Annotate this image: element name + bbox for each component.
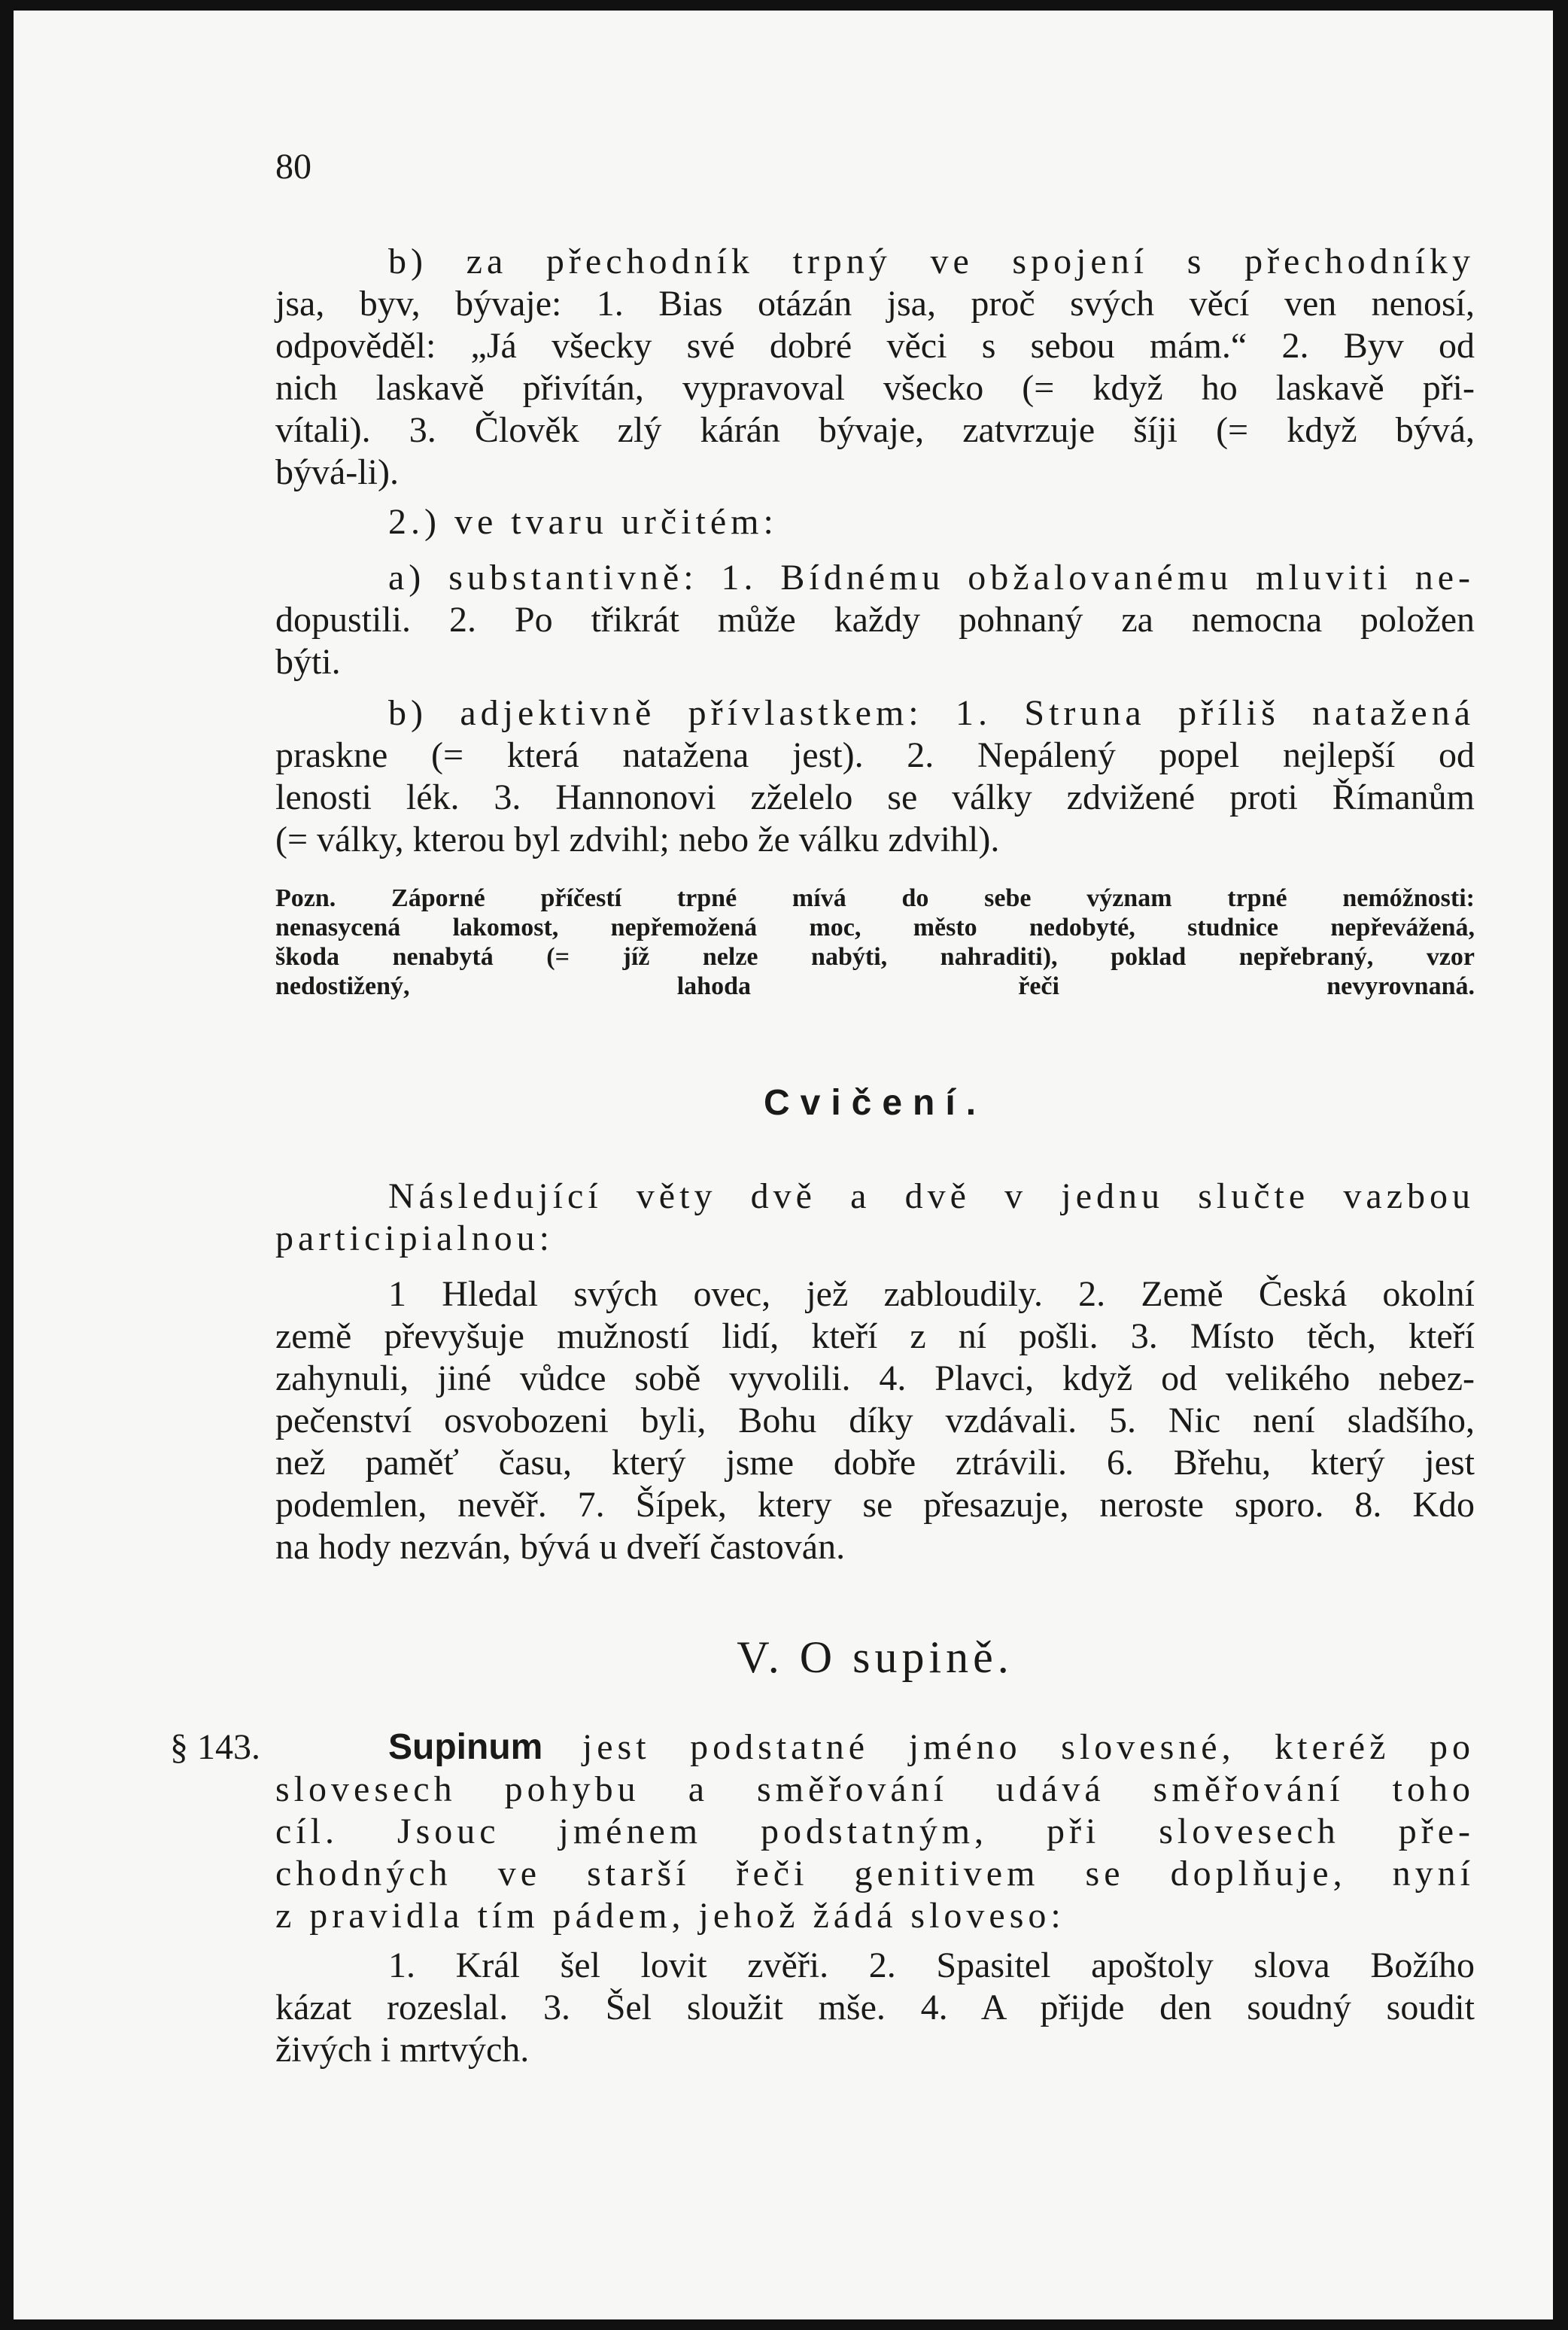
note-pozn: [275, 884, 1475, 1001]
exercise-intro: [275, 1176, 1475, 1260]
text-line: b) adjektivně přívlastkem: 1. Struna příliš natažená: [388, 693, 1475, 733]
text-line: z pravidla tím pádem, jehož žádá sloveso:: [275, 1896, 1065, 1936]
text-line: škoda nenabytá (= jíž nelze nabýti, nahraditi), poklad nepřebraný, vzor: [275, 943, 1475, 971]
text-line: podemlen, nevěř. 7. Šípek, ktery se přesazuje, neroste sporo. 8. Kdo: [275, 1485, 1475, 1525]
subheading-tvar-urcity: [275, 501, 1475, 543]
paragraph-supinum: [275, 1726, 1475, 1937]
text-line: [275, 1726, 1475, 1769]
text-line: lenosti lék. 3. Hannonovi zželelo se války zdvižené proti Římanům: [275, 777, 1475, 817]
text-line: Pozn. Záporné příčestí trpné mívá do sebe význam trpné nemóžnosti:: [275, 884, 1475, 912]
book-page: [14, 11, 1553, 2319]
chapter-heading: V. O supině.: [737, 1632, 1013, 1682]
text-line: nenasycená lakomost, nepřemožená moc, město nedobyté, studnice nepřevážená,: [275, 914, 1475, 941]
exercise-sentences: [275, 1273, 1475, 1568]
text-line: jsa, byv, bývaje: 1. Bias otázán jsa, proč svých věcí ven nenosí,: [275, 284, 1475, 324]
text-line: participialnou:: [275, 1218, 554, 1258]
text-line: na hody nezván, bývá u dveří častován.: [275, 1527, 846, 1567]
text-line: Následující věty dvě a dvě v jednu slučte vazbou: [388, 1176, 1475, 1216]
section-mark: § 143.: [170, 1727, 260, 1767]
text-line: nedostižený, lahoda řeči nevyrovnaná.: [275, 972, 1475, 1000]
text-line: praskne (= která natažena jest). 2. Nepálený popel nejlepší od: [275, 735, 1475, 775]
text-line: a) substantivně: 1. Bídnému obžalovanému mluviti ne-: [388, 558, 1475, 598]
text-fragment: jest podstatné jméno slovesné, kteréž po: [582, 1727, 1475, 1767]
paragraph-adjektivne: [275, 692, 1475, 861]
text-line: nich laskavě přivítán, vypravoval všecko (= když ho laskavě při-: [275, 368, 1475, 408]
text-line: odpověděl: „Já všecky své dobré věci s sebou mám.“ 2. Byv od: [275, 326, 1475, 366]
text-line: kázat rozeslal. 3. Šel sloužit mše. 4. A přijde den soudný soudit: [275, 1988, 1475, 2027]
text-line: b) za přechodník trpný ve spojení s přechodníky: [388, 242, 1475, 281]
text-line: 1 Hledal svých ovec, jež zabloudily. 2. Země Česká okolní: [388, 1274, 1475, 1314]
text-line: zahynuli, jiné vůdce sobě vyvolili. 4. Plavci, když od velikého nebez-: [275, 1358, 1475, 1398]
term-supinum: Supinum: [388, 1727, 543, 1767]
text-line: slovesech pohybu a směřování udává směřování toho: [275, 1769, 1475, 1809]
text-line: 1. Král šel lovit zvěři. 2. Spasitel apoštoly slova Božího: [388, 1945, 1475, 1985]
text-line: cíl. Jsouc jménem podstatným, při slovesech pře-: [275, 1811, 1475, 1851]
paragraph-examples: [275, 1945, 1475, 2071]
text-line: než paměť času, který jsme dobře ztrávili. 6. Břehu, který jest: [275, 1443, 1475, 1483]
paragraph-prechodnik: [275, 241, 1475, 494]
text-line: dopustili. 2. Po třikrát může každy pohnaný za nemocna položen: [275, 600, 1475, 640]
exercise-heading: Cvičení.: [763, 1083, 987, 1123]
page-number: 80: [275, 147, 311, 187]
text-line: chodných ve starší řeči genitivem se doplňuje, nyní: [275, 1854, 1475, 1894]
text-line: bývá-li).: [275, 452, 399, 492]
text-line: (= války, kterou byl zdvihl; nebo že válku zdvihl).: [275, 820, 1000, 859]
text-line: země převyšuje mužností lidí, kteří z ní pošli. 3. Místo těch, kteří: [275, 1316, 1475, 1356]
text-line: vítali). 3. Člověk zlý kárán bývaje, zatvrzuje šíji (= když bývá,: [275, 410, 1475, 450]
text-line: 2.) ve tvaru určitém:: [388, 502, 778, 542]
text-line: býti.: [275, 642, 341, 682]
text-line: živých i mrtvých.: [275, 2030, 530, 2070]
text-line: pečenství osvobozeni byli, Bohu díky vzdávali. 5. Nic není sladšího,: [275, 1401, 1475, 1440]
paragraph-substantivne: [275, 557, 1475, 683]
